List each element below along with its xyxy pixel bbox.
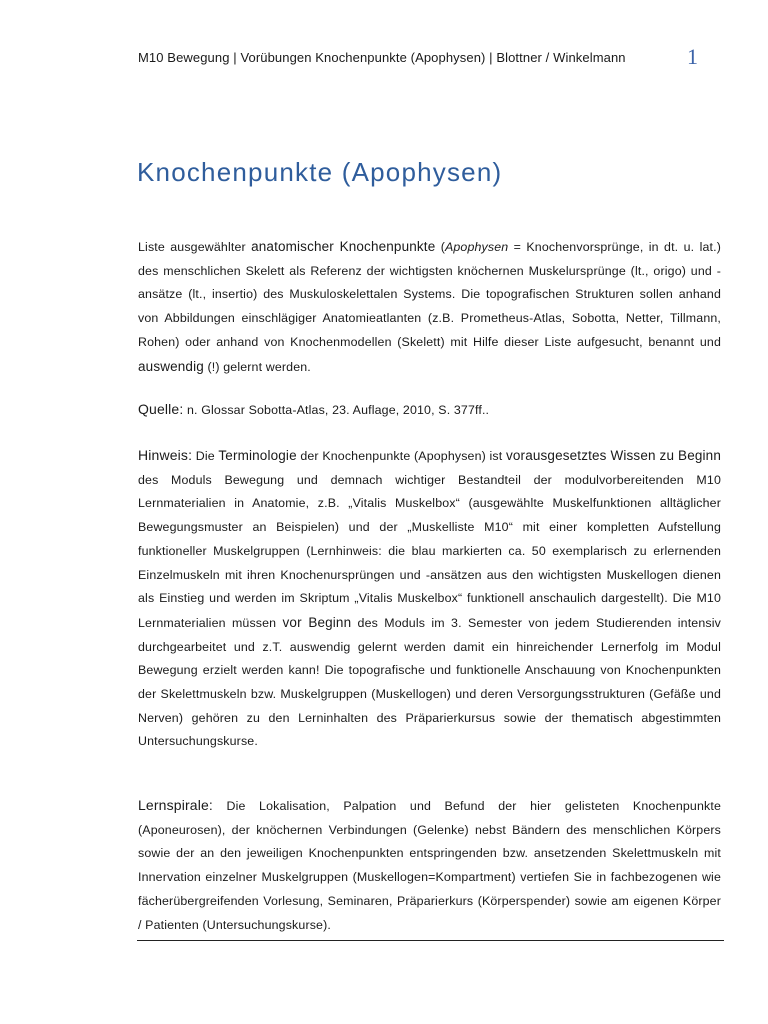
document-title: Knochenpunkte (Apophysen): [137, 157, 503, 188]
intro-text-3: (: [435, 240, 445, 254]
intro-paragraph: [138, 235, 721, 379]
hint-vorausgesetzt: vorausgesetztes Wissen zu Beginn: [506, 448, 721, 463]
intro-text-1: Liste ausgewählter: [138, 240, 252, 254]
spiral-paragraph: [138, 794, 721, 937]
hint-vor-beginn: vor Beginn: [282, 614, 352, 630]
source-label: Quelle:: [138, 401, 184, 417]
source-text: n. Glossar Sobotta-Atlas, 23. Auflage, 2010, S. 377ff..: [183, 403, 490, 417]
hint-text-1: Die: [192, 449, 219, 463]
hint-text-5: des Moduls Bewegung und demnach wichtiger Bestandteil der modulvorbereitenden M10 Lernmaterialien in Anatomie, z.B. „Vitalis Muskelbox“ (ausgewählte Muskelfunktionen alltäglicher Bewegungsmuster an Beispielen) und der „Muskelliste M10“ mit einer kompletten Aufstellung funktioneller Muskelgruppen (Lernhinweis: die blau markierten ca. 50 exemplarisch zu erlernenden Einzelmuskeln mit ihren Knochenursprüngen und -ansätzen aus den wichtigsten Muskellogen dienen als Einstieg und werden im Skriptum „Vitalis Muskelbox“ funktionell anschaulich dargestellt). Die M10 Lernmaterialien müssen: [138, 472, 721, 630]
intro-apophysen: Apophysen: [444, 240, 509, 254]
spiral-label: Lernspirale:: [138, 797, 213, 813]
hint-terminologie: Terminologie: [218, 448, 297, 463]
spiral-text: Die Lokalisation, Palpation und Befund der hier gelisteten Knochenpunkte (Aponeurosen), der knöchernen Verbindungen (Gelenke) nebst Bändern des menschlichen Körpers sowie der an den jeweiligen Knochenpunkten entspringenden bzw. ansetzenden Skelettmuskeln mit Innervation einzelner Muskelgruppen (Muskellogen=Kompartment) vertiefen Sie in fachbezogenen wie fächerübergreifenden Vorlesung, Seminaren, Präparierkurs (Körperspender) sowie am eigenen Körper / Patienten (Untersuchungskurse).: [138, 799, 721, 932]
hint-text-3: der Knochenpunkte (Apophysen) ist: [296, 449, 506, 463]
page-number: 1: [687, 44, 698, 69]
hint-text-7: des Moduls im 3. Semester von jedem Studierenden intensiv durchgearbeitet und z.T. auswendig gelernt werden damit ein hinreichender Lernerfolg im Modul Bewegung erzielt werden kann! Die topografische und funktionelle Anschauung von Knochenpunkten der Skelettmuskeln bzw. Muskelgruppen (Muskellogen) und deren Versorgungsstrukturen (Gefäße und Nerven) gehören zu den Lerninhalten des Präparierkursus sowie der thematisch abgestimmten Untersuchungskurse.: [138, 615, 721, 749]
source-paragraph: [138, 398, 721, 423]
hint-label: Hinweis:: [138, 447, 193, 463]
intro-auswendig: auswendig: [138, 358, 204, 374]
footer-rule: [137, 940, 724, 941]
hint-paragraph: [138, 444, 721, 754]
intro-text-5: = Knochenvorsprünge, in dt. u. lat.) des menschlichen Skelett als Referenz der wichtigsten knöchernen Muskelursprünge (lt., origo) und -ansätze (lt., insertio) des Muskuloskelettalen Systems. Die topografischen Strukturen sollen anhand von Abbildungen einschlägiger Anatomieatlanten (z.B. Prometheus-Atlas, Sobotta, Netter, Tillmann, Rohen) oder anhand von Knochenmodellen (Skelett) mit Hilfe dieser Liste aufgesucht, benannt und: [138, 240, 721, 349]
intro-text-7: (!) gelernt werden.: [203, 359, 311, 374]
intro-text-2: anatomischer Knochenpunkte: [251, 239, 436, 254]
header-text: M10 Bewegung | Vorübungen Knochenpunkte (Apophysen) | Blottner / Winkelmann: [138, 50, 626, 65]
